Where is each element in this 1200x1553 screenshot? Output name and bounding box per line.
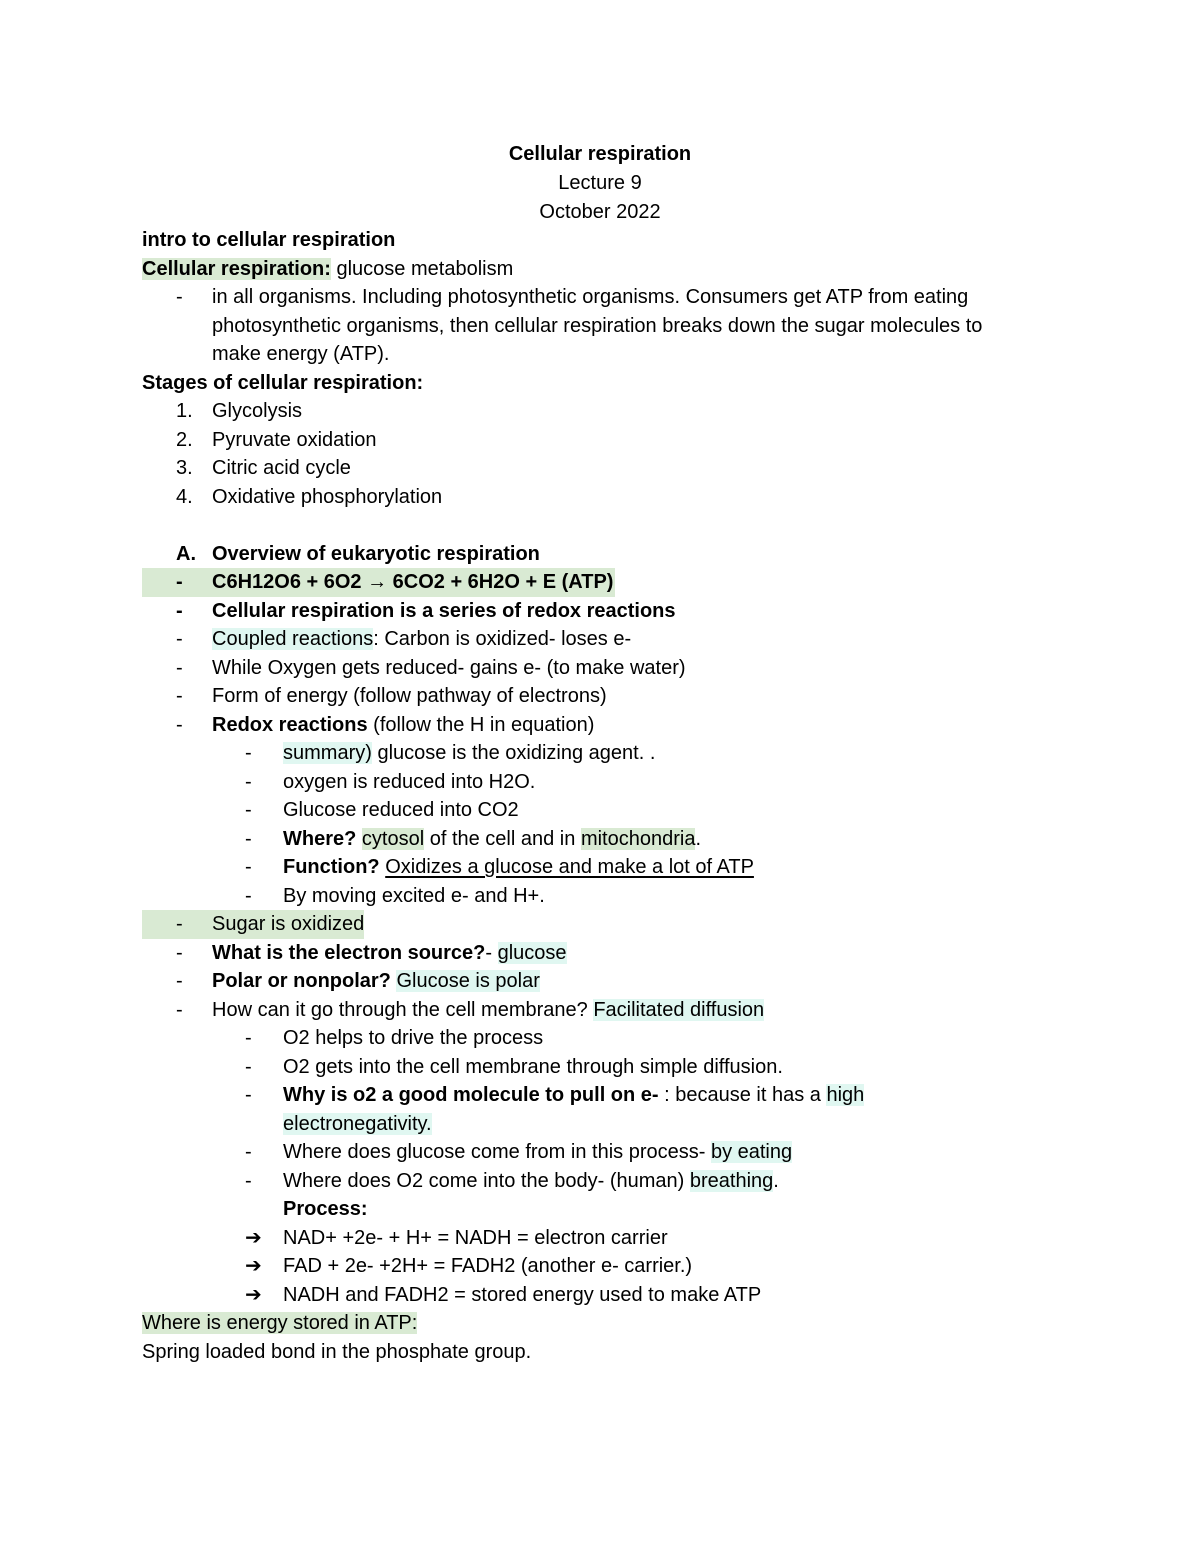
why-text: : because it has a: [658, 1084, 827, 1106]
process-heading: Process:: [283, 1198, 368, 1220]
stage-text: Pyruvate oxidation: [212, 428, 377, 451]
why-highlight: electronegativity.: [283, 1112, 432, 1135]
intro-bullet-line: photosynthetic organisms, then cellular respiration breaks down the sugar molecules to: [212, 314, 983, 337]
dash-marker: -: [245, 1141, 252, 1163]
equation-highlight: [142, 568, 615, 597]
stages-heading: Stages of cellular respiration:: [142, 371, 424, 394]
sugar-oxidized-line: [142, 910, 1062, 939]
energy-answer: Spring loaded bond in the phosphate group.: [142, 1340, 532, 1363]
lecture-label: Lecture 9: [558, 172, 642, 194]
dash-marker: -: [176, 970, 183, 992]
intro-bullet-line: in all organisms. Including photosynthetic organisms. Consumers get ATP from eating: [212, 286, 969, 308]
electron-source-line: [142, 939, 1062, 968]
summary-text: glucose is the oxidizing agent. .: [371, 742, 656, 764]
polar-question: Polar or nonpolar?: [212, 970, 391, 992]
o2-answer: breathing: [689, 1169, 774, 1192]
arrow-item: [142, 1252, 1062, 1281]
series-text: Cellular respiration is a series of redox reactions: [212, 599, 676, 622]
oxygen-reduced-text: While Oxygen gets reduced- gains e- (to make water): [212, 656, 686, 679]
dash-marker: -: [176, 685, 183, 707]
arrow-icon: ➔: [245, 1255, 262, 1277]
redox-line: [142, 711, 1062, 740]
dash-marker: -: [245, 1169, 252, 1192]
dash-marker: -: [176, 941, 183, 964]
coupled-highlight: Coupled reactions: [212, 628, 374, 650]
intro-bullet-line: make energy (ATP).: [212, 343, 390, 365]
function-underlined: Oxidizes a glucose and make a lot of ATP: [385, 856, 754, 878]
why-highlight: high: [826, 1084, 865, 1106]
arrow-text: NAD+ +2e- + H+ = NADH = electron carrier: [283, 1226, 668, 1249]
dash-marker: -: [176, 571, 183, 593]
stage-number: 3.: [176, 457, 193, 479]
stage-item: [142, 426, 1062, 455]
arrow-text: FAD + 2e- +2H+ = FADH2 (another e- carrier.): [283, 1255, 693, 1277]
dash-marker: -: [245, 742, 252, 764]
document-title: Cellular respiration: [508, 143, 692, 165]
moving-line: [142, 882, 1062, 911]
o2-source-line: [142, 1167, 1062, 1196]
arrow-item: [142, 1281, 1062, 1310]
polar-line: [142, 967, 1062, 996]
dash-marker: -: [176, 713, 183, 736]
series-line: [142, 597, 1062, 626]
document-header: [0, 140, 1200, 227]
period: .: [773, 1169, 779, 1192]
membrane-line: [142, 996, 1062, 1025]
glucose-answer: by eating: [710, 1141, 793, 1163]
stage-number: 4.: [176, 485, 193, 508]
mitochondria-highlight: mitochondria: [580, 827, 696, 850]
stage-text: Citric acid cycle: [212, 457, 351, 479]
glucose-co2-line: [142, 796, 1062, 825]
dash-marker: -: [245, 1027, 252, 1049]
energy-question-line: [142, 1309, 1062, 1338]
membrane-answer: Facilitated diffusion: [593, 998, 765, 1021]
section-a-heading: [142, 540, 1062, 569]
energy-question: Where is energy stored in ATP:: [142, 1312, 418, 1334]
o2-question: Where does O2 come into the body- (human): [283, 1169, 690, 1192]
oxygen-reduced-line: [142, 654, 1062, 683]
electron-question: What is the electron source?: [212, 941, 486, 964]
arrow-item: [142, 1224, 1062, 1253]
function-label: Function?: [283, 856, 380, 878]
cytosol-highlight: cytosol: [361, 827, 425, 850]
glucose-co2-text: Glucose reduced into CO2: [283, 799, 519, 821]
summary-highlight: summary): [283, 742, 372, 764]
o2-membrane-line: [142, 1053, 1062, 1082]
electron-answer: glucose: [497, 941, 567, 964]
form-energy-line: [142, 682, 1062, 711]
coupled-line: [142, 625, 1062, 654]
equation: C6H12O6 + 6O2 → 6CO2 + 6H2O + E (ATP): [212, 571, 614, 593]
summary-line: [142, 739, 1062, 768]
dash-marker: -: [245, 799, 252, 821]
coupled-text: : Carbon is oxidized- loses e-: [373, 628, 632, 650]
dash-marker: -: [245, 884, 252, 907]
form-energy-text: Form of energy (follow pathway of electrons): [212, 685, 607, 707]
blank-line: [142, 511, 1062, 540]
where-line: [142, 825, 1062, 854]
oxygen-h2o-line: [142, 768, 1062, 797]
cr-label: Cellular respiration:: [142, 257, 331, 280]
dash-marker: -: [176, 913, 183, 935]
where-label: Where?: [283, 827, 357, 850]
dash-marker: -: [245, 1084, 252, 1106]
dash-marker: -: [245, 770, 252, 793]
period: .: [695, 827, 702, 850]
stage-number: 2.: [176, 428, 193, 451]
section-a-title: Overview of eukaryotic respiration: [212, 542, 540, 565]
dash-marker: -: [245, 856, 252, 878]
redox-text: (follow the H in equation): [367, 713, 595, 736]
cr-text: glucose metabolism: [330, 257, 514, 280]
stage-item: [142, 483, 1062, 512]
stage-item: [142, 397, 1062, 426]
o2-drive-text: O2 helps to drive the process: [283, 1027, 544, 1049]
cr-definition: [142, 255, 1062, 284]
intro-heading: intro to cellular respiration: [142, 229, 396, 251]
redox-label: Redox reactions: [212, 713, 368, 736]
arrow-text: NADH and FADH2 = stored energy used to make ATP: [283, 1283, 762, 1306]
sugar-highlight: [142, 910, 364, 939]
membrane-question: How can it go through the cell membrane?: [212, 998, 594, 1021]
dash-marker: -: [245, 1055, 252, 1078]
electron-dash: -: [485, 941, 498, 964]
dash-marker: -: [176, 656, 183, 679]
section-letter: A.: [176, 542, 196, 565]
stage-number: 1.: [176, 400, 193, 422]
stage-text: Glycolysis: [212, 400, 303, 422]
where-text: of the cell and in: [424, 827, 581, 850]
document-body: [142, 226, 1062, 1366]
glucose-question: Where does glucose come from in this process-: [283, 1141, 711, 1163]
dash-marker: -: [176, 599, 183, 622]
intro-bullet: [142, 283, 1062, 369]
polar-answer: Glucose is polar: [396, 970, 540, 992]
stage-text: Oxidative phosphorylation: [212, 485, 443, 508]
dash-marker: -: [176, 286, 183, 308]
arrow-icon: ➔: [245, 1226, 262, 1249]
arrow-icon: ➔: [245, 1283, 262, 1306]
dash-marker: -: [176, 628, 183, 650]
dash-marker: -: [245, 827, 252, 850]
why-question: Why is o2 a good molecule to pull on e-: [283, 1084, 659, 1106]
moving-text: By moving excited e- and H+.: [283, 884, 545, 907]
oxygen-h2o-text: oxygen is reduced into H2O.: [283, 770, 536, 793]
stage-item: [142, 454, 1062, 483]
o2-drive-line: [142, 1024, 1062, 1053]
function-line: [142, 853, 1062, 882]
why-o2-line: [142, 1081, 1062, 1138]
lecture-date: October 2022: [539, 201, 661, 223]
sugar-text: Sugar is oxidized: [212, 913, 365, 935]
dash-marker: -: [176, 998, 183, 1021]
equation-line: [142, 568, 1062, 597]
o2-membrane-text: O2 gets into the cell membrane through simple diffusion.: [283, 1055, 783, 1078]
glucose-source-line: [142, 1138, 1062, 1167]
